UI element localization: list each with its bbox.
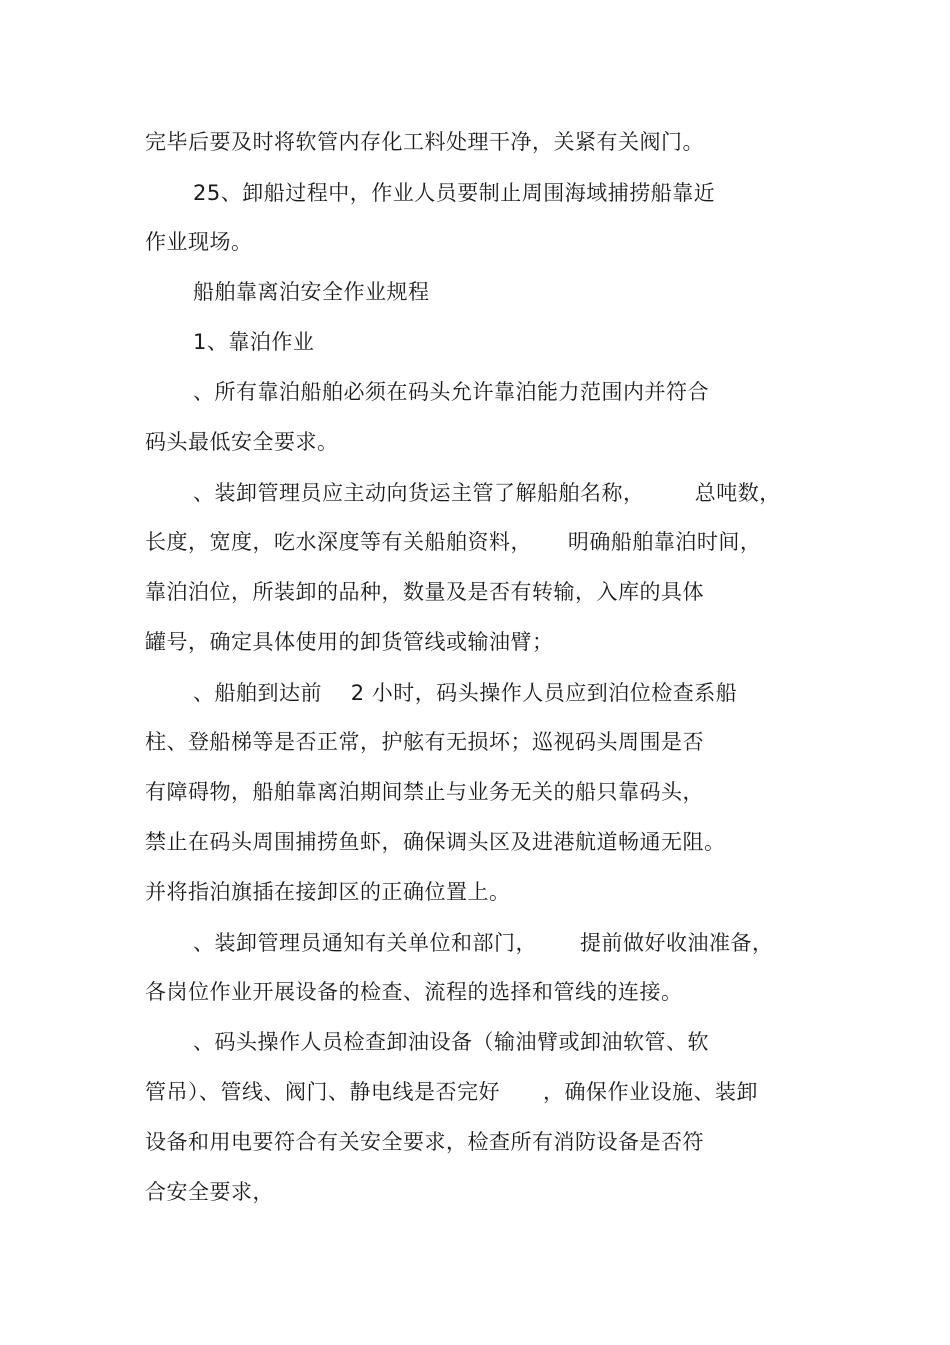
text-line: 、所有靠泊船舶必须在码头允许靠泊能力范围内并符合 xyxy=(193,380,709,404)
text-line: 、码头操作人员检查卸油设备（输油臂或卸油软管、软 xyxy=(193,1030,709,1054)
text-line: 罐号，确定具体使用的卸货管线或输油臂； xyxy=(145,630,554,654)
text-line: 并将指泊旗插在接卸区的正确位置上。 xyxy=(145,880,511,904)
text-line: 靠泊泊位，所装卸的品种，数量及是否有转输，入库的具体 xyxy=(145,580,704,604)
text-line: 各岗位作业开展设备的检查、流程的选择和管线的连接。 xyxy=(145,980,683,1004)
text-line: 、装卸管理员通知有关单位和部门， 提前做好收油准备， xyxy=(193,931,774,955)
text-line: 设备和用电要符合有关安全要求，检查所有消防设备是否符 xyxy=(145,1130,704,1154)
text-line: 合安全要求， xyxy=(145,1180,274,1204)
text-line: 25、卸船过程中，作业人员要制止周围海域捕捞船靠近 xyxy=(193,181,716,205)
text-line: 码头最低安全要求。 xyxy=(145,430,339,454)
text-line: 作业现场。 xyxy=(145,230,253,254)
subsection-heading: 1、靠泊作业 xyxy=(193,330,315,354)
text-line: 柱、登船梯等是否正常，护舷有无损坏；巡视码头周围是否 xyxy=(145,730,704,754)
text-line: 、船舶到达前 2 小时，码头操作人员应到泊位检查系船 xyxy=(193,681,738,705)
section-heading: 船舶靠离泊安全作业规程 xyxy=(193,280,430,304)
text-line: 禁止在码头周围捕捞鱼虾，确保调头区及进港航道畅通无阻。 xyxy=(145,830,726,854)
text-line: 管吊）、管线、阀门、静电线是否完好 ，确保作业设施、装卸 xyxy=(145,1080,759,1104)
text-line: 长度，宽度，吃水深度等有关船舶资料， 明确船舶靠泊时间， xyxy=(145,530,762,554)
text-line: 完毕后要及时将软管内存化工料处理干净，关紧有关阀门。 xyxy=(145,130,704,154)
text-line: 、装卸管理员应主动向货运主管了解船舶名称， 总吨数， xyxy=(193,481,781,505)
text-line: 有障碍物，船舶靠离泊期间禁止与业务无关的船只靠码头， xyxy=(145,780,704,804)
